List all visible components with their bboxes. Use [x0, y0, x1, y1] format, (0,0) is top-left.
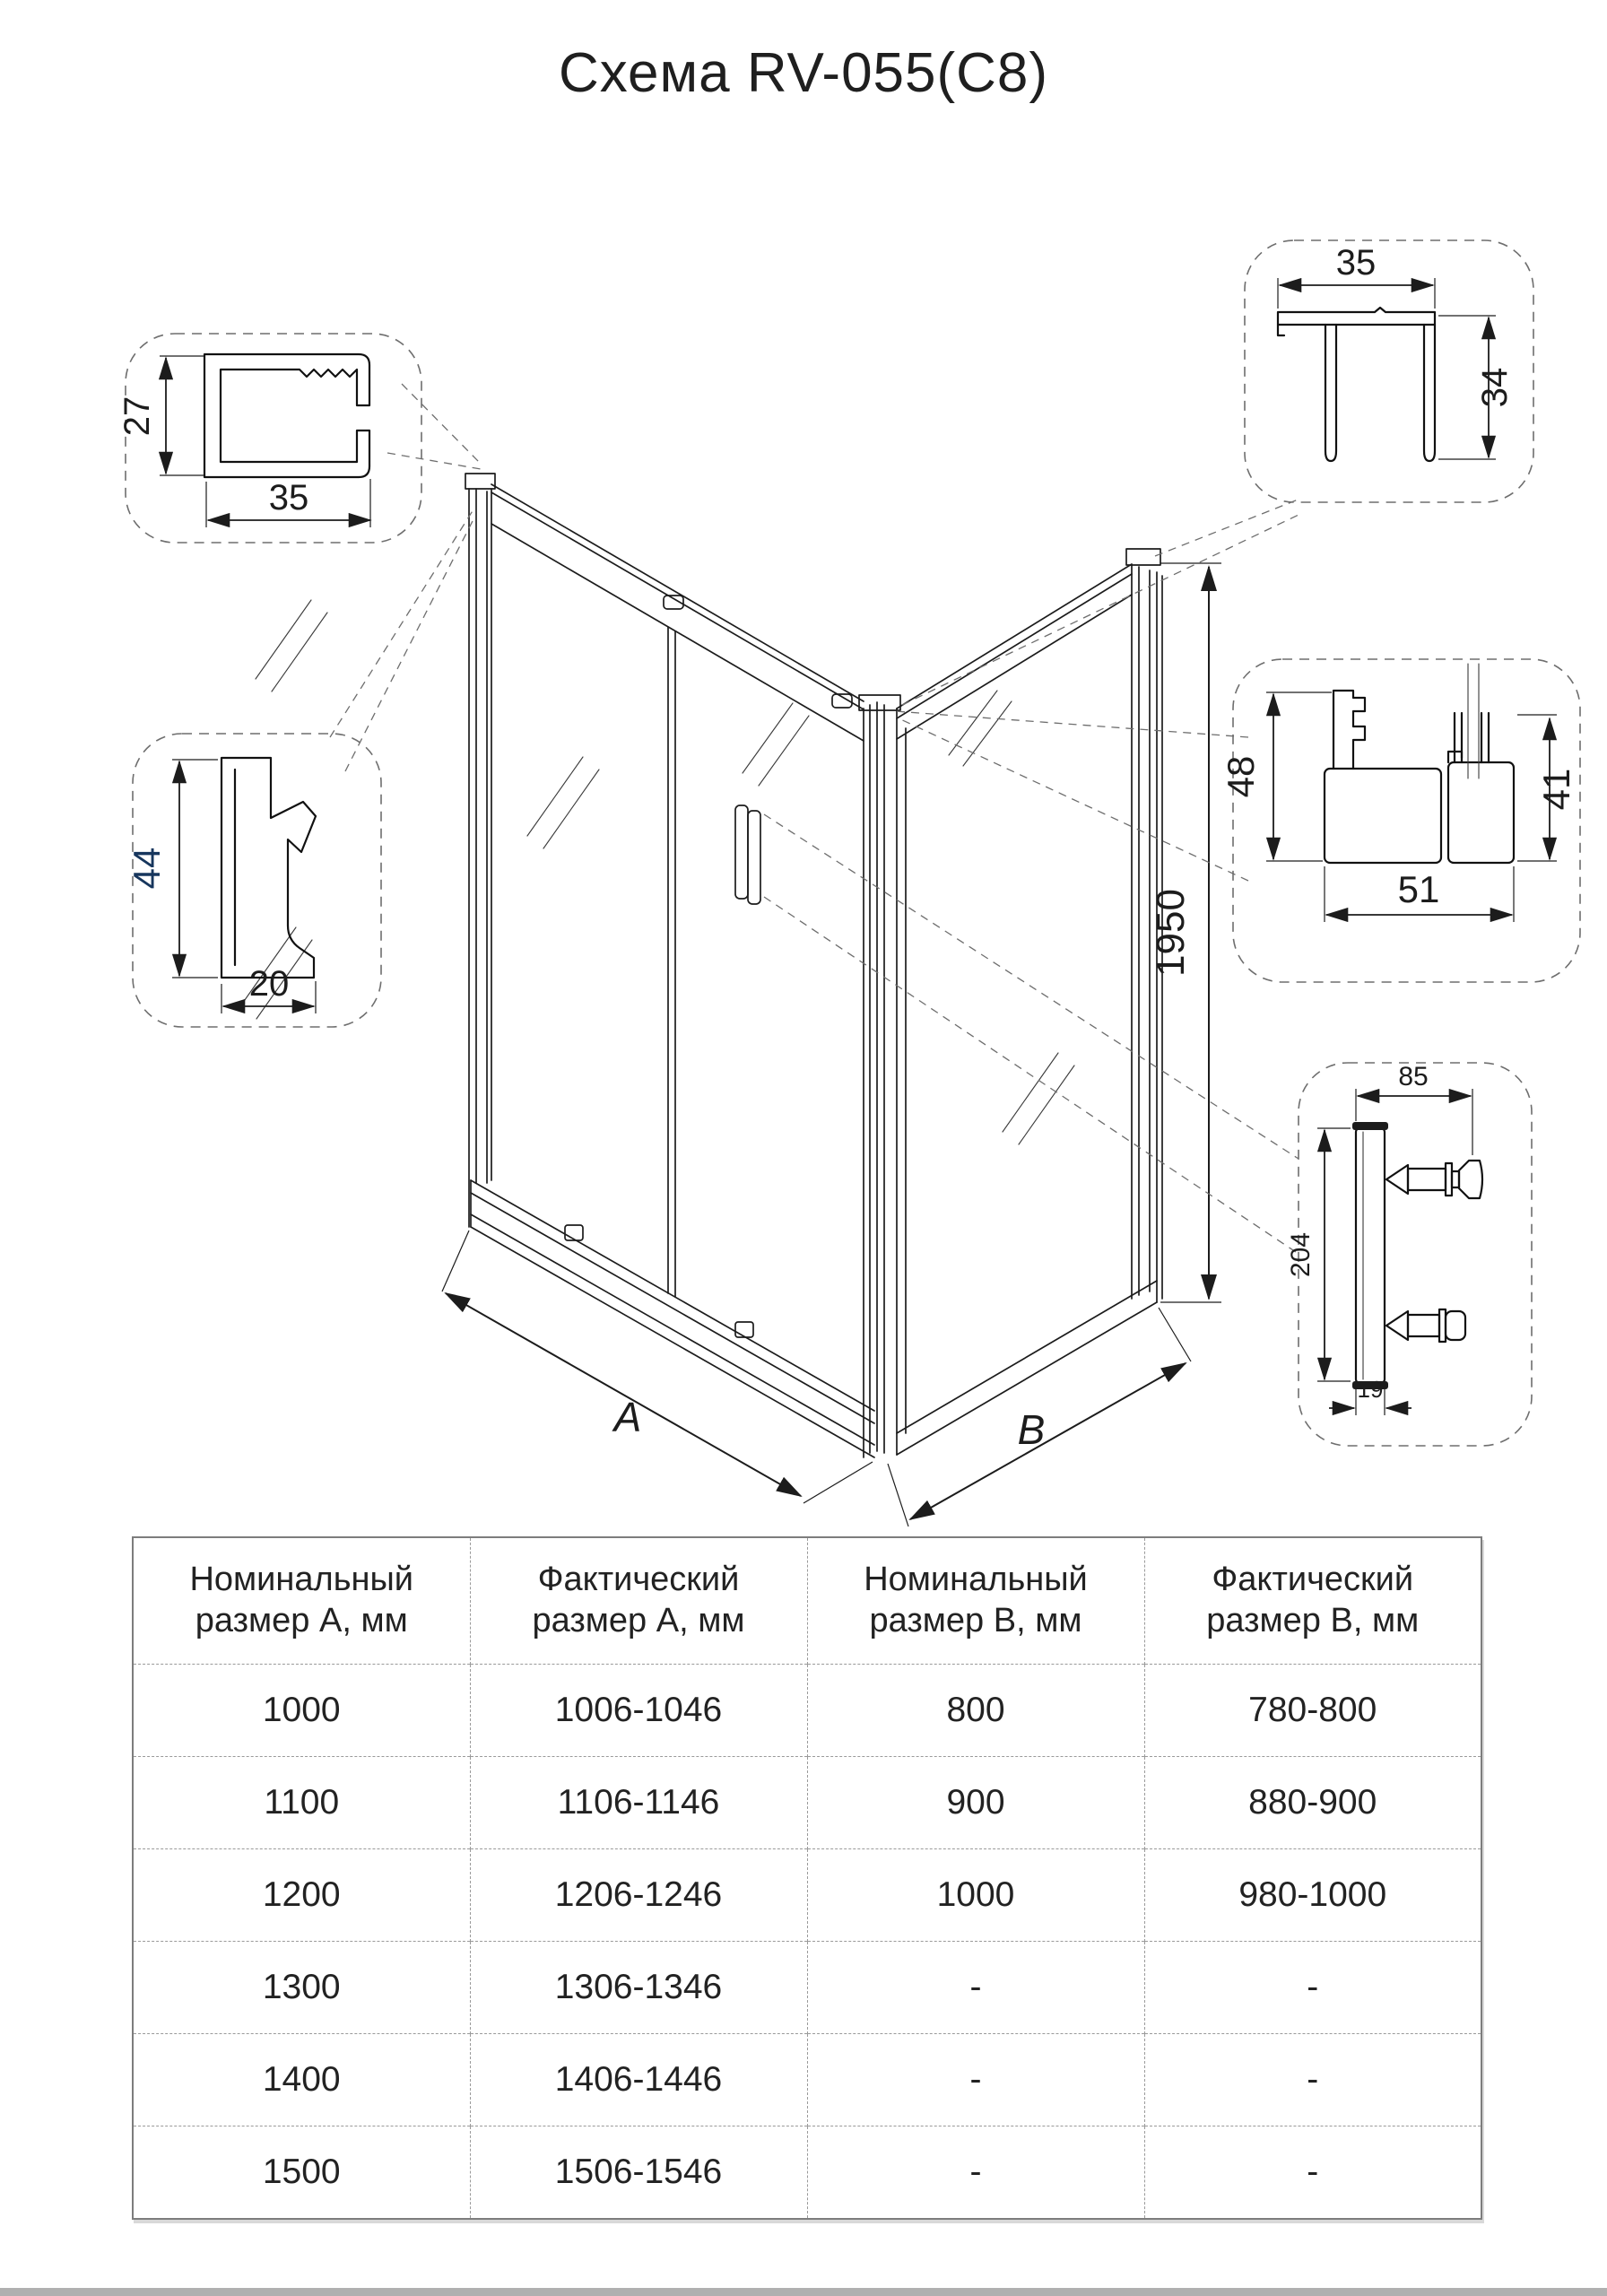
cell-nominal-b: 900	[807, 1757, 1144, 1849]
cell-actual-b: 880-900	[1144, 1757, 1481, 1849]
cell-nominal-a: 1200	[133, 1849, 470, 1942]
cell-actual-a: 1206-1246	[470, 1849, 807, 1942]
cell-nominal-b: 1000	[807, 1849, 1144, 1942]
bottom-scrollbar-strip	[0, 2288, 1607, 2296]
door-rollers	[664, 596, 852, 708]
dim-label-51: 51	[1397, 868, 1440, 910]
cell-nominal-b: 800	[807, 1665, 1144, 1757]
dim-label-204: 204	[1286, 1231, 1316, 1278]
dim-label-44: 44	[126, 847, 168, 890]
table-row	[133, 1942, 1481, 2034]
cell-actual-a: 1306-1346	[470, 1942, 807, 2034]
table-row	[133, 1665, 1481, 1757]
dim-label-20: 20	[248, 964, 290, 1004]
detail-bubble-bottom-rail-48-41-51	[1220, 659, 1580, 982]
col-header-actual-a: Фактический размер А, мм	[470, 1537, 807, 1665]
corner-post	[859, 695, 900, 1457]
handle-section	[1352, 1122, 1482, 1389]
dim-label-A: A	[613, 1394, 642, 1440]
dim-label-35-left: 35	[268, 478, 309, 517]
cell-nominal-a: 1300	[133, 1942, 470, 2034]
detail-bubble-wall-profile-27-35	[117, 334, 421, 543]
dim-label-B: B	[1017, 1406, 1046, 1453]
top-rail	[491, 484, 864, 741]
cell-nominal-b: -	[807, 2034, 1144, 2126]
glass-shine-marks	[240, 600, 1074, 1144]
dim-label-34: 34	[1475, 367, 1515, 408]
size-table-header-row	[133, 1537, 1481, 1665]
table-row	[133, 2034, 1481, 2126]
left-wall-profile	[465, 474, 495, 1227]
cell-actual-a: 1506-1546	[470, 2126, 807, 2220]
cell-actual-b: -	[1144, 2034, 1481, 2126]
cell-nominal-a: 1400	[133, 2034, 470, 2126]
door-handle	[735, 805, 760, 904]
cell-actual-a: 1106-1146	[470, 1757, 807, 1849]
cell-actual-b: 780-800	[1144, 1665, 1481, 1757]
dimension-width-A	[442, 1231, 873, 1503]
threshold-section	[222, 758, 316, 978]
dim-label-85: 85	[1398, 1062, 1429, 1091]
col-header-nominal-b: Номинальный размер В, мм	[807, 1537, 1144, 1665]
table-row	[133, 2126, 1481, 2220]
size-table	[132, 1536, 1482, 2220]
dimension-depth-B	[888, 1308, 1191, 1526]
shower-enclosure-isometric	[240, 474, 1162, 1457]
col-header-nominal-a: Номинальный размер А, мм	[189, 1561, 414, 1639]
cell-actual-b: -	[1144, 2126, 1481, 2220]
dim-label-35-right: 35	[1335, 243, 1377, 283]
dimension-height-1950	[1149, 563, 1221, 1302]
cell-nominal-a: 1500	[133, 2126, 470, 2220]
cell-actual-b: -	[1144, 1942, 1481, 2034]
table-row	[133, 1849, 1481, 1942]
dim-label-41: 41	[1535, 768, 1577, 811]
cell-actual-a: 1006-1046	[470, 1665, 807, 1757]
bottom-rail	[471, 1180, 874, 1457]
page-title: Схема RV-055(C8)	[558, 42, 1049, 104]
detail-bubble-handle-85-204-19	[1286, 1062, 1532, 1446]
wall-profile-section	[204, 354, 369, 477]
dim-label-1950: 1950	[1149, 889, 1193, 977]
bottom-rail-section	[1325, 664, 1514, 863]
detail-bubble-top-rail-35-34	[1245, 240, 1533, 502]
table-row	[133, 1757, 1481, 1849]
col-header-actual-b: Фактический размер В, мм	[1144, 1537, 1481, 1665]
cell-nominal-a: 1100	[133, 1757, 470, 1849]
cell-actual-a: 1406-1446	[470, 2034, 807, 2126]
dim-label-19: 19	[1357, 1376, 1384, 1403]
cell-nominal-a: 1000	[133, 1665, 470, 1757]
side-panel	[897, 564, 1157, 1455]
dim-label-27: 27	[117, 396, 157, 437]
top-rail-section	[1278, 308, 1435, 461]
cell-nominal-b: -	[807, 2126, 1144, 2220]
sliding-door-edge	[668, 627, 675, 1297]
detail-bubble-threshold-44-20	[126, 734, 381, 1027]
dim-label-48: 48	[1220, 755, 1262, 798]
cell-actual-b: 980-1000	[1144, 1849, 1481, 1942]
cell-nominal-b: -	[807, 1942, 1144, 2034]
